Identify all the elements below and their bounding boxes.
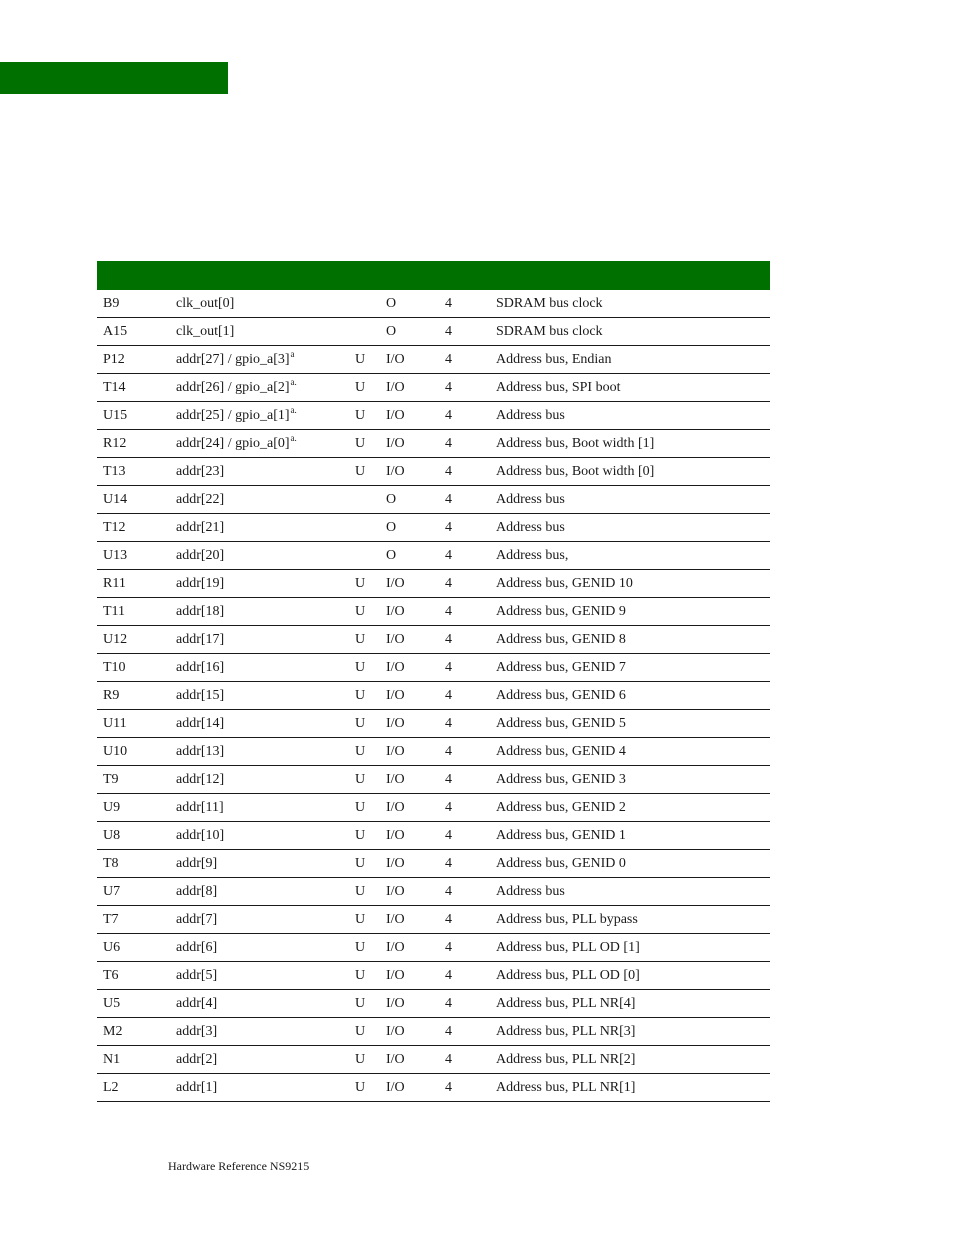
pin-cell: T8 xyxy=(97,850,176,878)
header-accent-bar xyxy=(0,62,228,94)
direction-cell: O xyxy=(386,514,445,542)
direction-cell: I/O xyxy=(386,682,445,710)
direction-cell: I/O xyxy=(386,990,445,1018)
description-cell: Address bus, GENID 10 xyxy=(496,570,770,598)
pull-cell: U xyxy=(355,990,386,1018)
table-row xyxy=(97,430,770,458)
signal-name: addr[2] xyxy=(176,1051,218,1067)
drive-cell: 4 xyxy=(445,374,496,402)
pin-cell: U12 xyxy=(97,626,176,654)
description-cell: Address bus, PLL NR[2] xyxy=(496,1046,770,1074)
footnote-marker: a. xyxy=(290,404,297,415)
header-cell xyxy=(97,261,176,290)
pin-cell: B9 xyxy=(97,290,176,318)
pin-cell: T14 xyxy=(97,374,176,402)
drive-cell: 4 xyxy=(445,486,496,514)
header-cell xyxy=(445,261,496,290)
signal-cell xyxy=(176,346,355,374)
pinout-table xyxy=(97,261,770,1102)
drive-cell: 4 xyxy=(445,318,496,346)
pin-cell: U11 xyxy=(97,710,176,738)
description-cell: Address bus, Endian xyxy=(496,346,770,374)
pin-cell: U5 xyxy=(97,990,176,1018)
table-row xyxy=(97,318,770,346)
signal-cell xyxy=(176,542,355,570)
direction-cell: I/O xyxy=(386,458,445,486)
pull-cell xyxy=(355,514,386,542)
direction-cell: I/O xyxy=(386,738,445,766)
pull-cell: U xyxy=(355,626,386,654)
table-row xyxy=(97,458,770,486)
drive-cell: 4 xyxy=(445,878,496,906)
signal-cell xyxy=(176,318,355,346)
direction-cell: I/O xyxy=(386,878,445,906)
table-row xyxy=(97,934,770,962)
pin-cell: U13 xyxy=(97,542,176,570)
signal-cell xyxy=(176,962,355,990)
description-cell: Address bus, PLL NR[3] xyxy=(496,1018,770,1046)
signal-name: addr[1] xyxy=(176,1079,218,1095)
pin-cell: U10 xyxy=(97,738,176,766)
pin-cell: U14 xyxy=(97,486,176,514)
description-cell: Address bus xyxy=(496,402,770,430)
signal-name: addr[18] xyxy=(176,603,225,619)
signal-name: clk_out[1] xyxy=(176,323,235,339)
signal-cell xyxy=(176,682,355,710)
direction-cell: O xyxy=(386,486,445,514)
pin-cell: T6 xyxy=(97,962,176,990)
direction-cell: I/O xyxy=(386,766,445,794)
pin-cell: T10 xyxy=(97,654,176,682)
signal-cell xyxy=(176,1074,355,1102)
description-cell: Address bus, SPI boot xyxy=(496,374,770,402)
pull-cell: U xyxy=(355,1018,386,1046)
pull-cell: U xyxy=(355,682,386,710)
signal-cell xyxy=(176,430,355,458)
table-row xyxy=(97,962,770,990)
drive-cell: 4 xyxy=(445,822,496,850)
direction-cell: I/O xyxy=(386,1018,445,1046)
pin-cell: R9 xyxy=(97,682,176,710)
signal-name: addr[16] xyxy=(176,659,225,675)
header-cell xyxy=(496,261,770,290)
direction-cell: I/O xyxy=(386,1074,445,1102)
description-cell: Address bus, PLL NR[4] xyxy=(496,990,770,1018)
drive-cell: 4 xyxy=(445,1018,496,1046)
signal-name: addr[24] / gpio_a[0] xyxy=(176,435,290,451)
drive-cell: 4 xyxy=(445,794,496,822)
signal-name: addr[4] xyxy=(176,995,218,1011)
description-cell: Address bus, GENID 7 xyxy=(496,654,770,682)
description-cell: Address bus xyxy=(496,486,770,514)
description-cell: Address bus, xyxy=(496,542,770,570)
pull-cell xyxy=(355,486,386,514)
signal-cell xyxy=(176,822,355,850)
drive-cell: 4 xyxy=(445,682,496,710)
description-cell: Address bus, GENID 2 xyxy=(496,794,770,822)
signal-cell xyxy=(176,514,355,542)
signal-cell xyxy=(176,934,355,962)
signal-name: addr[17] xyxy=(176,631,225,647)
pull-cell: U xyxy=(355,374,386,402)
table-row xyxy=(97,738,770,766)
signal-cell xyxy=(176,1018,355,1046)
pin-cell: R11 xyxy=(97,570,176,598)
signal-cell xyxy=(176,1046,355,1074)
direction-cell: I/O xyxy=(386,598,445,626)
signal-name: addr[6] xyxy=(176,939,218,955)
direction-cell: O xyxy=(386,290,445,318)
table-row xyxy=(97,1074,770,1102)
pin-cell: T9 xyxy=(97,766,176,794)
direction-cell: I/O xyxy=(386,822,445,850)
drive-cell: 4 xyxy=(445,906,496,934)
table-row xyxy=(97,794,770,822)
direction-cell: I/O xyxy=(386,1046,445,1074)
signal-cell xyxy=(176,654,355,682)
signal-name: addr[27] / gpio_a[3] xyxy=(176,351,290,367)
description-cell: Address bus, GENID 0 xyxy=(496,850,770,878)
drive-cell: 4 xyxy=(445,430,496,458)
pull-cell xyxy=(355,542,386,570)
drive-cell: 4 xyxy=(445,402,496,430)
signal-cell xyxy=(176,990,355,1018)
pull-cell: U xyxy=(355,766,386,794)
description-cell: Address bus, PLL bypass xyxy=(496,906,770,934)
drive-cell: 4 xyxy=(445,710,496,738)
table-row xyxy=(97,654,770,682)
description-cell: Address bus, GENID 4 xyxy=(496,738,770,766)
pull-cell: U xyxy=(355,654,386,682)
table-row xyxy=(97,346,770,374)
direction-cell: I/O xyxy=(386,934,445,962)
signal-cell xyxy=(176,906,355,934)
drive-cell: 4 xyxy=(445,290,496,318)
signal-cell xyxy=(176,626,355,654)
description-cell: Address bus, GENID 8 xyxy=(496,626,770,654)
drive-cell: 4 xyxy=(445,1074,496,1102)
description-cell: Address bus, Boot width [1] xyxy=(496,430,770,458)
page-footer: Hardware Reference NS9215 xyxy=(168,1159,310,1173)
signal-name: clk_out[0] xyxy=(176,295,235,311)
signal-name: addr[21] xyxy=(176,519,225,535)
description-cell: Address bus, GENID 3 xyxy=(496,766,770,794)
table-header-row xyxy=(97,261,770,290)
pull-cell: U xyxy=(355,934,386,962)
signal-cell xyxy=(176,486,355,514)
drive-cell: 4 xyxy=(445,1046,496,1074)
signal-name: addr[19] xyxy=(176,575,225,591)
pin-cell: T13 xyxy=(97,458,176,486)
drive-cell: 4 xyxy=(445,934,496,962)
signal-name: addr[7] xyxy=(176,911,218,927)
drive-cell: 4 xyxy=(445,990,496,1018)
direction-cell: O xyxy=(386,318,445,346)
table-row xyxy=(97,710,770,738)
direction-cell: I/O xyxy=(386,962,445,990)
signal-name: addr[20] xyxy=(176,547,225,563)
table-body xyxy=(97,290,770,1102)
description-cell: Address bus, PLL OD [1] xyxy=(496,934,770,962)
header-cell xyxy=(176,261,355,290)
drive-cell: 4 xyxy=(445,738,496,766)
signal-name: addr[26] / gpio_a[2] xyxy=(176,379,290,395)
pin-cell: N1 xyxy=(97,1046,176,1074)
table-row xyxy=(97,878,770,906)
pin-cell: U15 xyxy=(97,402,176,430)
table-row xyxy=(97,570,770,598)
table-row xyxy=(97,626,770,654)
pin-cell: T7 xyxy=(97,906,176,934)
table-row xyxy=(97,514,770,542)
signal-name: addr[5] xyxy=(176,967,218,983)
signal-cell xyxy=(176,290,355,318)
pin-cell: L2 xyxy=(97,1074,176,1102)
pull-cell xyxy=(355,290,386,318)
direction-cell: I/O xyxy=(386,906,445,934)
direction-cell: I/O xyxy=(386,654,445,682)
signal-name: addr[25] / gpio_a[1] xyxy=(176,407,290,423)
footnote-marker: a xyxy=(290,348,295,359)
description-cell: SDRAM bus clock xyxy=(496,290,770,318)
pull-cell: U xyxy=(355,598,386,626)
direction-cell: O xyxy=(386,542,445,570)
signal-name: addr[13] xyxy=(176,743,225,759)
pull-cell: U xyxy=(355,822,386,850)
drive-cell: 4 xyxy=(445,346,496,374)
table-row xyxy=(97,542,770,570)
direction-cell: I/O xyxy=(386,346,445,374)
pin-cell: R12 xyxy=(97,430,176,458)
pull-cell: U xyxy=(355,878,386,906)
signal-cell xyxy=(176,850,355,878)
signal-cell xyxy=(176,738,355,766)
pin-cell: U9 xyxy=(97,794,176,822)
pull-cell: U xyxy=(355,1074,386,1102)
table-row xyxy=(97,598,770,626)
direction-cell: I/O xyxy=(386,710,445,738)
table-row xyxy=(97,486,770,514)
pin-cell: U8 xyxy=(97,822,176,850)
table-row xyxy=(97,1046,770,1074)
signal-name: addr[8] xyxy=(176,883,218,899)
table-row xyxy=(97,374,770,402)
drive-cell: 4 xyxy=(445,598,496,626)
pin-cell: A15 xyxy=(97,318,176,346)
signal-cell xyxy=(176,458,355,486)
pin-cell: T12 xyxy=(97,514,176,542)
description-cell: SDRAM bus clock xyxy=(496,318,770,346)
pull-cell: U xyxy=(355,402,386,430)
signal-cell xyxy=(176,402,355,430)
pull-cell: U xyxy=(355,962,386,990)
description-cell: Address bus, PLL OD [0] xyxy=(496,962,770,990)
direction-cell: I/O xyxy=(386,794,445,822)
drive-cell: 4 xyxy=(445,626,496,654)
drive-cell: 4 xyxy=(445,766,496,794)
drive-cell: 4 xyxy=(445,654,496,682)
header-cell xyxy=(386,261,445,290)
pull-cell: U xyxy=(355,850,386,878)
description-cell: Address bus xyxy=(496,878,770,906)
drive-cell: 4 xyxy=(445,962,496,990)
signal-name: addr[22] xyxy=(176,491,225,507)
table-row xyxy=(97,822,770,850)
pin-cell: M2 xyxy=(97,1018,176,1046)
signal-cell xyxy=(176,570,355,598)
signal-name: addr[9] xyxy=(176,855,218,871)
pull-cell: U xyxy=(355,710,386,738)
signal-name: addr[14] xyxy=(176,715,225,731)
signal-name: addr[23] xyxy=(176,463,225,479)
signal-name: addr[10] xyxy=(176,827,225,843)
table-row xyxy=(97,682,770,710)
drive-cell: 4 xyxy=(445,570,496,598)
pin-cell: U7 xyxy=(97,878,176,906)
pull-cell xyxy=(355,318,386,346)
signal-name: addr[15] xyxy=(176,687,225,703)
pin-cell: T11 xyxy=(97,598,176,626)
signal-name: addr[12] xyxy=(176,771,225,787)
drive-cell: 4 xyxy=(445,542,496,570)
pull-cell: U xyxy=(355,1046,386,1074)
direction-cell: I/O xyxy=(386,374,445,402)
drive-cell: 4 xyxy=(445,850,496,878)
footnote-marker: a. xyxy=(290,432,297,443)
drive-cell: 4 xyxy=(445,514,496,542)
description-cell: Address bus, GENID 5 xyxy=(496,710,770,738)
pull-cell: U xyxy=(355,738,386,766)
signal-cell xyxy=(176,878,355,906)
pin-cell: U6 xyxy=(97,934,176,962)
description-cell: Address bus, PLL NR[1] xyxy=(496,1074,770,1102)
direction-cell: I/O xyxy=(386,570,445,598)
header-cell xyxy=(355,261,386,290)
signal-cell xyxy=(176,710,355,738)
signal-cell xyxy=(176,766,355,794)
description-cell: Address bus, Boot width [0] xyxy=(496,458,770,486)
signal-name: addr[3] xyxy=(176,1023,218,1039)
pull-cell: U xyxy=(355,906,386,934)
table-row xyxy=(97,990,770,1018)
signal-cell xyxy=(176,374,355,402)
description-cell: Address bus, GENID 9 xyxy=(496,598,770,626)
direction-cell: I/O xyxy=(386,626,445,654)
signal-cell xyxy=(176,794,355,822)
direction-cell: I/O xyxy=(386,402,445,430)
direction-cell: I/O xyxy=(386,430,445,458)
signal-cell xyxy=(176,598,355,626)
pull-cell: U xyxy=(355,346,386,374)
table-row xyxy=(97,766,770,794)
footnote-marker: a. xyxy=(290,376,297,387)
description-cell: Address bus, GENID 1 xyxy=(496,822,770,850)
pull-cell: U xyxy=(355,794,386,822)
table-row xyxy=(97,1018,770,1046)
signal-name: addr[11] xyxy=(176,799,224,815)
pull-cell: U xyxy=(355,458,386,486)
table-row xyxy=(97,402,770,430)
table-row xyxy=(97,850,770,878)
pin-cell: P12 xyxy=(97,346,176,374)
table-row xyxy=(97,290,770,318)
drive-cell: 4 xyxy=(445,458,496,486)
pull-cell: U xyxy=(355,430,386,458)
description-cell: Address bus, GENID 6 xyxy=(496,682,770,710)
direction-cell: I/O xyxy=(386,850,445,878)
pull-cell: U xyxy=(355,570,386,598)
table-row xyxy=(97,906,770,934)
description-cell: Address bus xyxy=(496,514,770,542)
